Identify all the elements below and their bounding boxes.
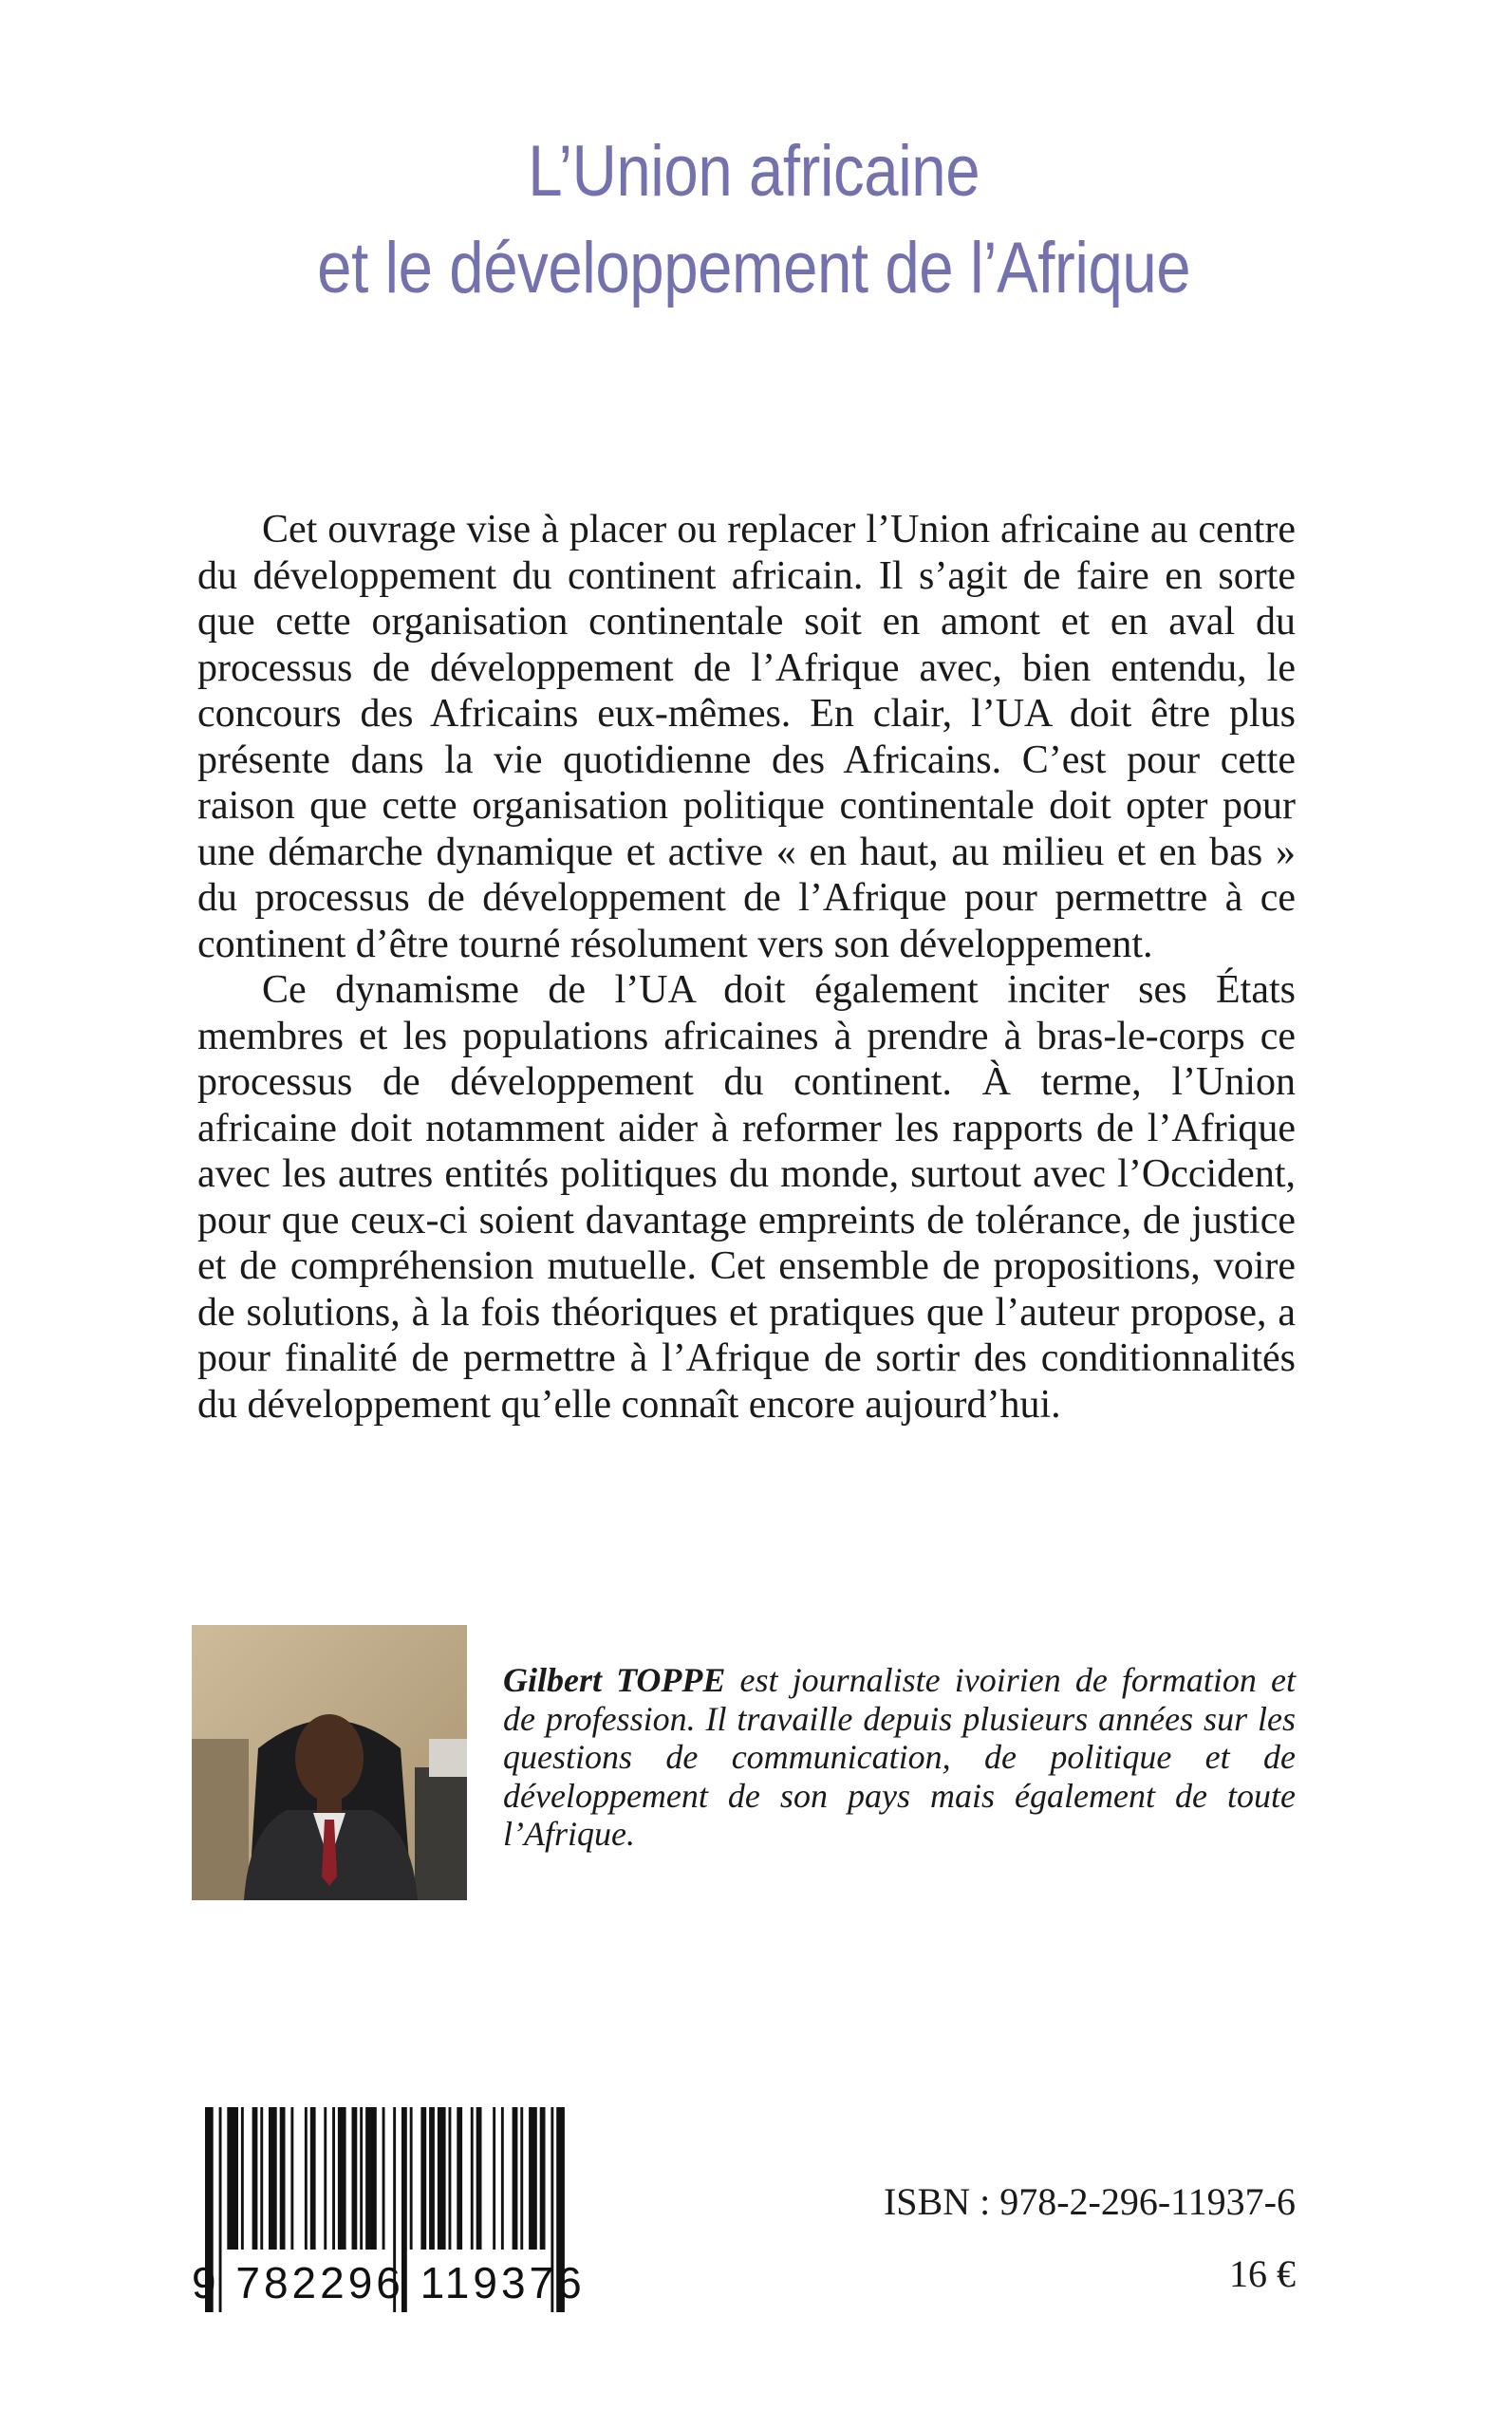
- barcode-bar: [420, 2107, 426, 2250]
- book-title: [103, 123, 1404, 317]
- barcode-bar: [476, 2107, 482, 2250]
- author-bio: [503, 1661, 1296, 1854]
- barcode-bar: [449, 2107, 452, 2250]
- barcode-bar: [252, 2107, 258, 2250]
- author-bio-text: est journaliste ivoirien de formation et de profession. Il travaille depuis plusieurs années sur les questions de communication, de politique et de développement de son pays mais également de toute l’Afrique.: [503, 1661, 1296, 1853]
- barcode-bar: [493, 2107, 495, 2250]
- price: 16 €: [1229, 2252, 1296, 2295]
- barcode-bar: [365, 2107, 377, 2250]
- summary-paragraph-2: Ce dynamisme de l’UA doit également inciter ses États membres et les populations africaines à prendre à bras-le-corps ce processus de développement du continent. À terme, l’Union africaine doit notamment aider à reformer les rapports de l’Afrique avec les autres entités politiques du monde, surtout avec l’Occident, pour que ceux-ci soient davantage empreints de tolérance, de justice et de compréhension mutuelle. Cet ensemble de propositions, voire de solutions, à la fois théoriques et pratiques que l’auteur propose, a pour finalité de permettre à l’Afrique de sortir des conditionnalités du développement qu’elle connaît encore aujourd’hui.: [197, 968, 1296, 1427]
- barcode-bar: [513, 2107, 518, 2250]
- title-line-2: et le développement de l’Afrique: [317, 228, 1191, 308]
- barcode-bar: [438, 2107, 446, 2250]
- author-photo: [192, 1625, 467, 1900]
- barcode-bar: [260, 2107, 263, 2250]
- author-portrait-illustration: [192, 1625, 467, 1900]
- barcode-bar: [360, 2107, 363, 2250]
- barcode-bar: [429, 2107, 435, 2250]
- title-line-1: L’Union africaine: [528, 131, 980, 212]
- barcode-bar: [471, 2107, 474, 2250]
- barcode-bar: [290, 2107, 293, 2250]
- barcode-bar: [280, 2107, 286, 2250]
- summary-paragraph-1: Cet ouvrage vise à placer ou replacer l’Union africaine au centre du développement du continent africain. Il s’agit de faire en sorte que cette organisation continentale soit en amont et en aval du processus de développement de l’Afrique avec, bien entendu, le concours des Africains eux-mêmes. En clair, l’UA doit être plus présente dans la vie quotidienne des Africains. C’est pour cette raison que cette organisation politique continentale doit opter pour une démarche dynamique et active « en haut, au milieu et en bas » du processus de développement de l’Afrique pour permettre à ce continent d’être tourné résolument vers son développement.: [197, 508, 1296, 966]
- barcode-bar: [540, 2107, 546, 2250]
- summary-text: [197, 507, 1296, 1428]
- isbn: ISBN : 978-2-296-11937-6: [883, 2180, 1296, 2223]
- barcode-bar: [410, 2107, 413, 2250]
- barcode-bar: [352, 2107, 358, 2250]
- barcode-bar: [310, 2107, 316, 2250]
- barcode-bar: [338, 2107, 346, 2250]
- barcode-bar: [383, 2107, 385, 2250]
- barcode-bar: [269, 2107, 277, 2250]
- barcode-bar: [332, 2107, 335, 2250]
- barcode-bar: [324, 2107, 327, 2250]
- barcode-bar: [227, 2107, 238, 2250]
- barcode-bar: [457, 2107, 462, 2250]
- author-name: Gilbert TOPPE: [503, 1661, 726, 1699]
- barcode-bar: [305, 2107, 308, 2250]
- barcode-digits: 9 782296 119376: [192, 2258, 586, 2307]
- barcode-bar: [520, 2107, 523, 2250]
- barcode-bar: [241, 2107, 244, 2250]
- barcode-bar: [501, 2107, 504, 2250]
- barcode-bar: [529, 2107, 537, 2250]
